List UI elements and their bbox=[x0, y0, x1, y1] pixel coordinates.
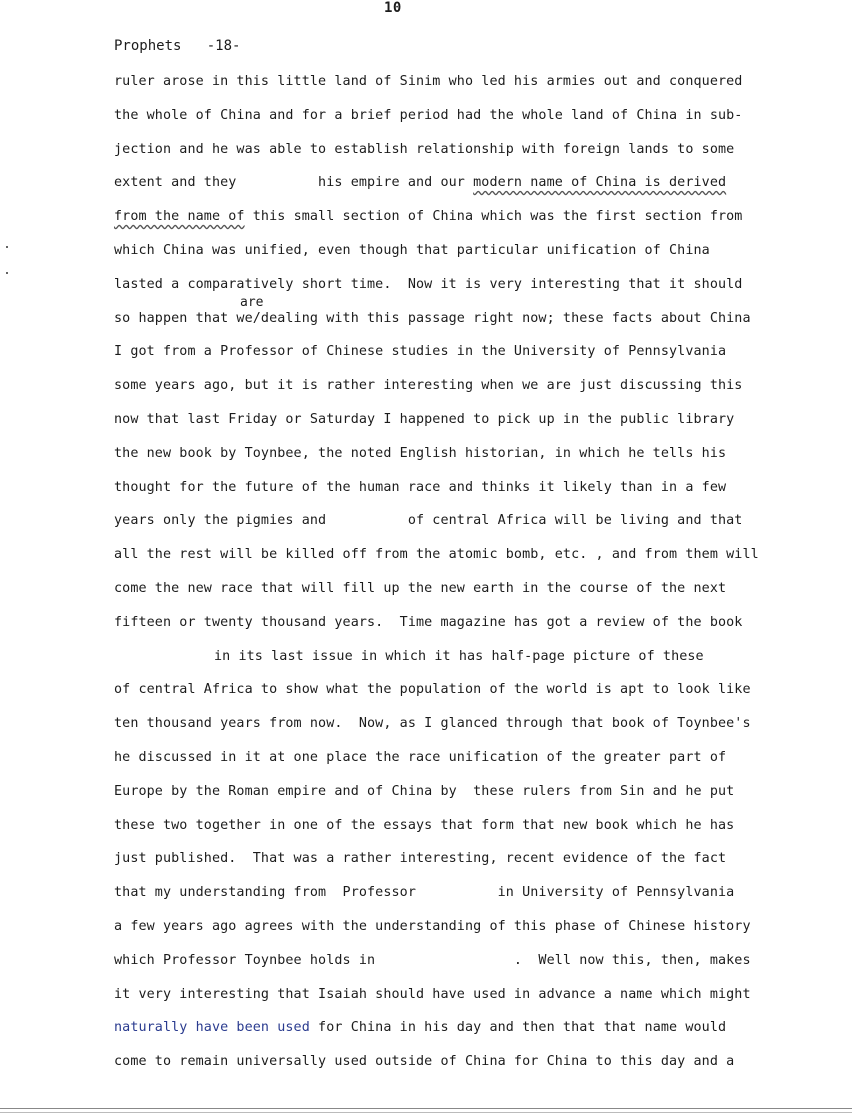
line-text: from the name of bbox=[114, 209, 245, 225]
text-line bbox=[114, 885, 734, 900]
line-text: jection and he was able to establish relationship with foreign lands to some bbox=[114, 141, 735, 157]
line-text: ten thousand years from now. Now, as I glanced through that book of Toynbee's bbox=[114, 716, 751, 732]
line-text: which Professor Toynbee holds in . Well now this, then, makes bbox=[114, 952, 751, 968]
line-text: years only the pigmies and of central Africa will be living and that bbox=[114, 513, 743, 529]
page-edge-rule bbox=[0, 1108, 852, 1109]
line-text: extent and they his empire and our bbox=[114, 175, 474, 191]
text-line bbox=[114, 412, 734, 427]
text-line bbox=[114, 209, 742, 224]
text-line bbox=[114, 615, 742, 630]
text-line bbox=[114, 547, 759, 562]
text-line bbox=[114, 446, 726, 461]
page-number: 10 bbox=[384, 0, 402, 16]
margin-speck bbox=[6, 272, 8, 274]
line-text: some years ago, but it is rather interesting when we are just discussing this bbox=[114, 378, 743, 394]
line-text: in its last issue in which it has half-page picture of these bbox=[214, 648, 704, 664]
text-line bbox=[114, 513, 742, 528]
text-line bbox=[114, 987, 751, 1002]
underlined-phrase: modern name of China is derived bbox=[473, 175, 727, 191]
running-head bbox=[114, 38, 240, 54]
text-line bbox=[114, 581, 726, 596]
line-text: the new book by Toynbee, the noted English historian, in which he tells his bbox=[114, 445, 727, 461]
line-text: now that last Friday or Saturday I happened to pick up in the public library bbox=[114, 412, 735, 427]
text-line bbox=[114, 953, 751, 968]
text-line bbox=[114, 750, 726, 765]
line-text: so happen that we/dealing with this passage right now; these facts about China bbox=[114, 310, 751, 326]
text-line bbox=[114, 851, 726, 866]
text-line bbox=[114, 108, 742, 123]
text-line bbox=[114, 344, 726, 359]
running-head-page: -18- bbox=[206, 38, 241, 54]
text-line bbox=[114, 716, 751, 731]
line-text: ruler arose in this little land of Sinim who led his armies out and conquered bbox=[114, 74, 743, 89]
text-line bbox=[114, 784, 734, 799]
line-text-continuation: this small section of China which was the first section from bbox=[244, 209, 743, 225]
line-text: Europe by the Roman empire and of China by these rulers from Sin and he put bbox=[114, 783, 735, 799]
text-line bbox=[114, 1054, 734, 1069]
line-text: these two together in one of the essays that form that new book which he has bbox=[114, 817, 735, 833]
line-text-continuation: for China in his day and then that that name would bbox=[309, 1020, 727, 1036]
line-text: which China was unified, even though that particular unification of China bbox=[114, 243, 710, 258]
text-line bbox=[214, 649, 704, 664]
text-line bbox=[114, 277, 742, 292]
line-text: the whole of China and for a brief period had the whole land of China in sub- bbox=[114, 107, 743, 123]
running-head-label: Prophets bbox=[114, 38, 182, 54]
text-line bbox=[114, 682, 751, 697]
line-text: come the new race that will fill up the new earth in the course of the next bbox=[114, 581, 727, 596]
page-edge-rule bbox=[0, 1112, 852, 1113]
margin-speck bbox=[6, 246, 8, 248]
line-text: thought for the future of the human race and thinks it likely than in a few bbox=[114, 479, 727, 495]
line-text: that my understanding from Professor in University of Pennsylvania bbox=[114, 885, 735, 901]
line-text: I got from a Professor of Chinese studies in the University of Pennsylvania bbox=[114, 344, 727, 360]
text-line bbox=[114, 175, 726, 190]
interlinear-insertion: are bbox=[240, 295, 264, 310]
text-line bbox=[114, 1020, 726, 1035]
line-text: just published. That was a rather interesting, recent evidence of the fact bbox=[114, 851, 727, 867]
line-text: lasted a comparatively short time. Now it is very interesting that it should bbox=[114, 276, 743, 292]
text-line bbox=[114, 378, 742, 393]
line-text: it very interesting that Isaiah should have used in advance a name which might bbox=[114, 986, 751, 1002]
line-text: all the rest will be killed off from the atomic bomb, etc. , and from them will bbox=[114, 547, 759, 563]
text-line bbox=[114, 243, 710, 258]
text-line bbox=[114, 919, 751, 934]
text-line bbox=[114, 818, 734, 833]
text-line bbox=[114, 311, 751, 326]
line-text: a few years ago agrees with the understanding of this phase of Chinese history bbox=[114, 919, 751, 934]
line-text: of central Africa to show what the population of the world is apt to look like bbox=[114, 682, 751, 698]
text-line bbox=[114, 74, 742, 89]
text-line bbox=[114, 480, 726, 495]
blue-ink-phrase: naturally have been used bbox=[114, 1020, 310, 1036]
line-text: fifteen or twenty thousand years. Time magazine has got a review of the book bbox=[114, 614, 743, 630]
text-line bbox=[114, 142, 734, 157]
line-text: he discussed in it at one place the race unification of the greater part of bbox=[114, 750, 727, 765]
line-text: come to remain universally used outside of China for China to this day and a bbox=[114, 1054, 735, 1070]
